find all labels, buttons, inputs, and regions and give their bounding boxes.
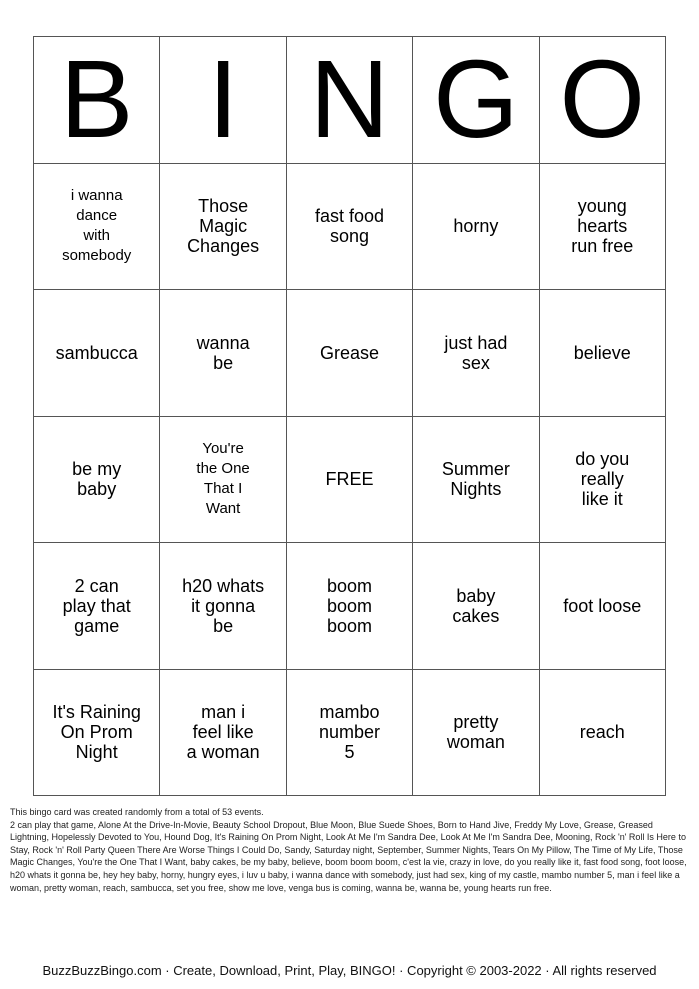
square-text: wanna be: [196, 332, 250, 373]
square-text: i wanna dance with somebody: [62, 187, 132, 265]
square-text: Those Magic Changes: [187, 196, 260, 257]
bingo-square: [160, 543, 286, 670]
bingo-square: [287, 290, 413, 417]
bingo-card: [33, 36, 666, 796]
bingo-square: [413, 290, 539, 417]
bingo-square: [413, 670, 539, 797]
header-letter: N: [309, 37, 390, 161]
square-text: 2 can play that game: [62, 575, 131, 636]
bingo-square: [160, 164, 286, 291]
square-text: boom boom boom: [326, 575, 372, 636]
bingo-square: [160, 417, 286, 544]
bingo-square: [540, 543, 666, 670]
header-cell-n: [287, 37, 413, 164]
square-text: Summer Nights: [441, 459, 510, 500]
square-text: FREE: [325, 469, 374, 490]
bingo-square: [34, 543, 160, 670]
square-text: young hearts run free: [571, 196, 634, 257]
bingo-square: [540, 290, 666, 417]
bingo-square: [413, 417, 539, 544]
square-text: baby cakes: [452, 585, 500, 626]
header-letter: B: [60, 37, 134, 161]
bingo-square: [540, 670, 666, 797]
bingo-square: [413, 543, 539, 670]
bingo-square: [540, 417, 666, 544]
header-letter: G: [433, 37, 519, 161]
bingo-square: [287, 543, 413, 670]
square-text: be my baby: [72, 459, 122, 500]
card-info: [10, 806, 690, 894]
square-text: Grease: [319, 342, 379, 363]
square-text: mambo number 5: [318, 702, 380, 763]
header-cell-o: [540, 37, 666, 164]
square-text: man i feel like a woman: [186, 702, 260, 763]
header-cell-b: [34, 37, 160, 164]
bingo-square: [34, 417, 160, 544]
square-text: believe: [573, 342, 631, 363]
bingo-square: [287, 670, 413, 797]
bingo-square: [160, 670, 286, 797]
square-text: It's Raining On Prom Night: [52, 702, 141, 763]
bingo-square: [34, 670, 160, 797]
square-text: pretty woman: [446, 712, 505, 753]
square-text: do you really like it: [575, 449, 630, 510]
square-text: horny: [453, 216, 499, 237]
bingo-square: [34, 164, 160, 291]
square-text: reach: [579, 722, 625, 743]
event-list: 2 can play that game, Alone At the Drive-In-Movie, Beauty School Dropout, Blue Moon, Blue Suede Shoes, Born to Hand Jive, Freddy My Love, Grease, Greased Lightning, Hopelessly Devoted to You, Hound Dog, It's Raining On Prom Night, Look At Me I'm Sandra Dee, Look At Me I'm Sandra Dee, Mooning, Rock 'n' Roll Is Here to Stay, Rock 'n' Roll Party Queen There Are Worse Things I Could Do, Sandy, Saturday night, September, Summer Nights, Tears On My Pillow, The Time of My Life, Those Magic Changes, You're the One That I Want, baby cakes, be my baby, believe, boom boom boom, c'est la vie, crazy in love, do you really like it, fast food song, foot loose, h20 whats it gonna be, hey hey baby, horny, hungry eyes, i luv u baby, i wanna dance with somebody, just had sex, king of my castle, mambo number 5, man i feel like a woman, pretty woman, reach, sambucca, set you free, show me love, venga bus is coming, wanna be, wanna be, young hearts run free.: [10, 819, 687, 893]
bingo-square: [287, 164, 413, 291]
header-cell-i: [160, 37, 286, 164]
square-text: fast food song: [314, 206, 385, 247]
square-text: foot loose: [563, 595, 642, 616]
header-cell-g: [413, 37, 539, 164]
footer-copyright: BuzzBuzzBingo.com · Create, Download, Print, Play, BINGO! · Copyright © 2003-2022 · All rights reserved: [42, 963, 657, 978]
header-letter: O: [559, 37, 646, 161]
header-letter: I: [207, 37, 239, 161]
bingo-square: [413, 164, 539, 291]
info-summary: This bingo card was created randomly from a total of 53 events.: [10, 807, 264, 817]
bingo-square: [540, 164, 666, 291]
free-square: [287, 417, 413, 544]
bingo-square: [34, 290, 160, 417]
square-text: You're the One That I Want: [196, 440, 250, 518]
square-text: just had sex: [444, 332, 508, 373]
square-text: sambucca: [55, 342, 138, 363]
bingo-square: [160, 290, 286, 417]
square-text: h20 whats it gonna be: [182, 575, 265, 636]
